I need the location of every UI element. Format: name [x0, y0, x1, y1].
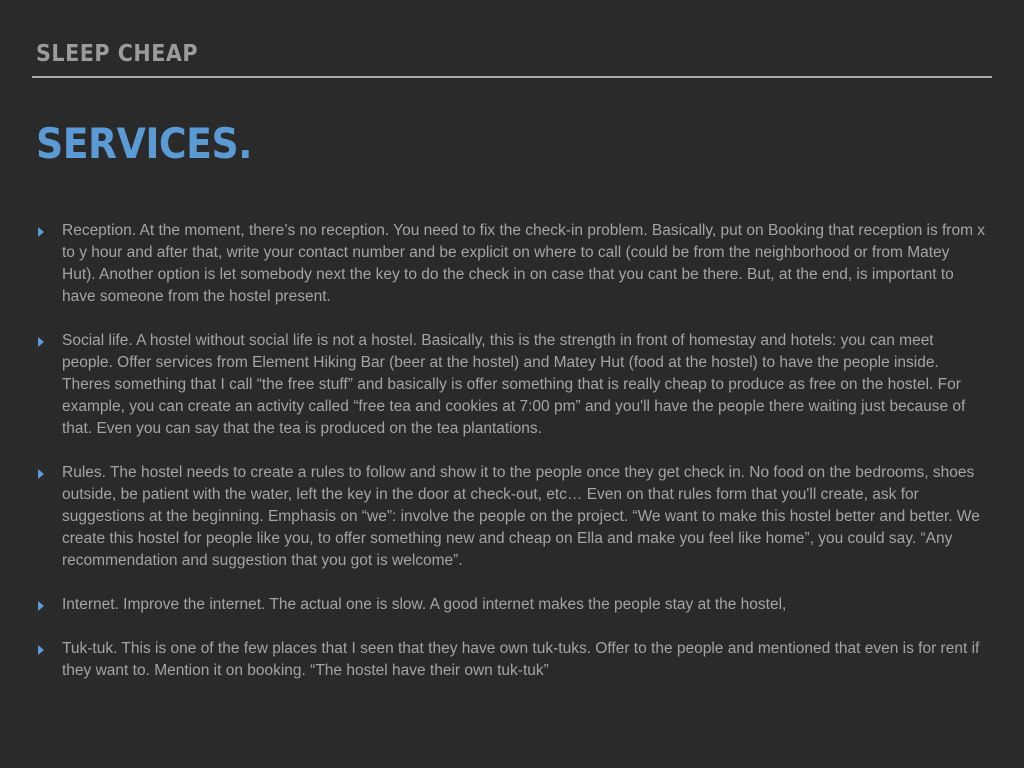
bullet-text: Internet. Improve the internet. The actual one is slow. A good internet makes the people stay at the hostel, [62, 596, 787, 613]
slide-title: SERVICES. [36, 119, 253, 168]
triangle-right-icon [38, 337, 44, 347]
bullet-text: Tuk-tuk. This is one of the few places that I seen that they have own tuk-tuks. Offer to the people and mentioned that even is for rent if they want to. Mention it on booking. “The hostel have their own tuk-tuk” [62, 640, 980, 679]
bullet-item-tuk-tuk [36, 638, 986, 682]
bullet-item-internet [36, 594, 986, 616]
bullet-list [36, 220, 986, 704]
bullet-text: Reception. At the moment, there’s no reception. You need to fix the check-in problem. Basically, put on Booking that reception is from x to y hour and after that, write your contact number and be explicit on where to call (could be from the neighborhood or from Matey Hut). Another option is let somebody next the key to do the check in on case that you cant be there. But, at the end, is important to have someone from the hostel present. [62, 222, 986, 305]
bullet-text: Rules. The hostel needs to create a rules to follow and show it to the people once they get check in. No food on the bedrooms, shoes outside, be patient with the water, left the key in the door at check-out, etc… Even on that rules form that you'll create, ask for suggestions at the beginning. Emphasis on “we”: involve the people on the project. “We want to make this hostel better and better. We create this hostel for people like you, to offer something new and cheap on Ella and make you feel like home”, you could say. “Any recommendation and suggestion that you got is welcome”. [62, 464, 980, 569]
header-divider [32, 76, 992, 78]
bullet-item-reception [36, 220, 986, 308]
triangle-right-icon [38, 227, 44, 237]
triangle-right-icon [38, 469, 44, 479]
bullet-item-social-life [36, 330, 986, 440]
triangle-right-icon [38, 601, 44, 611]
section-label: SLEEP CHEAP [36, 41, 199, 67]
triangle-right-icon [38, 645, 44, 655]
bullet-item-rules [36, 462, 986, 572]
bullet-text: Social life. A hostel without social life is not a hostel. Basically, this is the strength in front of homestay and hotels: you can meet people. Offer services from Element Hiking Bar (beer at the hostel) and Matey Hut (food at the hostel) to have the people inside. Theres something that I call “the free stuff” and basically is offer something that is really cheap to produce as free on the hostel. For example, you can create an activity called “free tea and cookies at 7:00 pm” and you'll have the people there waiting just because of that. Even you can say that the tea is produced on the tea plantations. [62, 332, 966, 437]
